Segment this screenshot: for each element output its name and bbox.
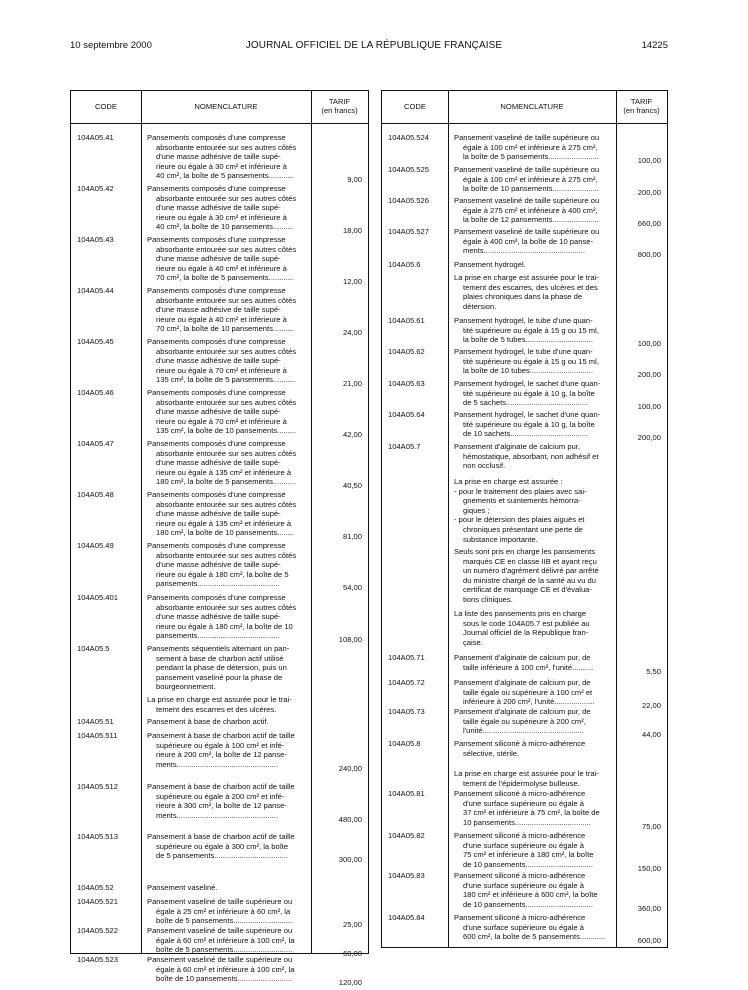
table-header: [382, 91, 667, 124]
nomenclature-line: du ministre chargé de la santé au vu du: [463, 575, 596, 585]
nomenclature-line: Pansement siliconé à micro-adhérence: [454, 913, 586, 922]
nomenclature-line: Pansements composés d'une compresse: [147, 541, 286, 550]
row-tarif: 25,00: [342, 920, 362, 930]
nomenclature-line: l'unité................................................: [463, 726, 584, 736]
header-tarif: TARIF: [630, 97, 653, 106]
row-nomenclature: [454, 477, 612, 544]
nomenclature-line: gnements et suintements hémorra-: [463, 496, 581, 506]
row-nomenclature: [147, 644, 309, 692]
nomenclature-line: Pansement vaseliné.: [147, 883, 218, 892]
row-code: 104A05.401: [77, 593, 118, 602]
nomenclature-line: Pansement siliconé à micro-adhérence: [454, 789, 586, 798]
row-nomenclature: [147, 883, 309, 893]
row-nomenclature: [454, 165, 612, 194]
nomenclature-line: rieure ou égale à 70 cm² et inférieure à: [156, 416, 287, 426]
nomenclature-line: 40 cm², la boîte de 5 pansements............: [156, 171, 295, 181]
row-tarif: 240,00: [338, 763, 362, 773]
row-nomenclature: [454, 410, 612, 439]
nomenclature-line: d'une masse adhésive de taille supé-: [156, 254, 281, 264]
row-nomenclature: [147, 717, 309, 727]
nomenclature-line: Pansement siliconé à micro-adhérence: [454, 871, 586, 880]
nomenclature-line: marqués CE en classe IIB et ayant reçu: [463, 556, 597, 566]
row-nomenclature: [147, 439, 309, 487]
nomenclature-line: Journal officiel de la République fran-: [463, 628, 589, 638]
nomenclature-line: 135 cm², la boîte de 5 pansements...........: [156, 375, 297, 385]
nomenclature-line: Seuls sont pris en charge les pansements: [454, 547, 595, 556]
row-nomenclature: [454, 871, 612, 909]
nomenclature-line: absorbante entourée sur ses autres côtés: [156, 448, 297, 458]
nomenclature-line: absorbante entourée sur ses autres côtés: [156, 346, 297, 356]
nomenclature-line: sous le code 104A05.7 est publiée au: [463, 618, 590, 628]
row-code: 104A05.511: [77, 731, 118, 740]
nomenclature-line: Pansement vaseliné de taille supérieure ou: [147, 897, 293, 906]
nomenclature-line: Pansement hydrogel, le tube d'une quan-: [454, 347, 593, 356]
nomenclature-line: sélective, stérile.: [463, 748, 520, 758]
nomenclature-line: absorbante entourée sur ses autres côtés: [156, 397, 297, 407]
nomenclature-line: non occlusif.: [463, 461, 506, 471]
nomenclature-line: supérieure ou égale à 200 cm² et infé-: [156, 791, 285, 801]
row-nomenclature: [454, 707, 612, 736]
row-code: 104A05.72: [388, 678, 425, 687]
nomenclature-line: sement à base de charbon actif utilisé: [156, 653, 284, 663]
nomenclature-line: 135 cm², la boîte de 10 pansements.........: [156, 426, 297, 436]
nomenclature-line: rieure ou égale à 180 cm², la boîte de 10: [156, 621, 293, 631]
row-code: 104A05.73: [388, 707, 425, 716]
nomenclature-line: ments................................................: [156, 759, 278, 769]
nomenclature-line: d'une masse adhésive de taille supé-: [156, 560, 281, 570]
nomenclature-line: taille égale ou supérieure à 200 cm²,: [463, 716, 586, 726]
row-tarif: 24,00: [342, 328, 362, 338]
row-tarif: 100,00: [637, 339, 661, 349]
row-nomenclature: [454, 379, 612, 408]
nomenclature-line: Pansement hydrogel, le sachet d'une quan-: [454, 410, 601, 419]
row-tarif: 660,00: [637, 219, 661, 229]
nomenclature-line: boîte de 10 pansements..........................: [156, 974, 293, 984]
row-tarif: 200,00: [637, 433, 661, 443]
nomenclature-line: substance importante.: [463, 534, 538, 544]
nomenclature-line: 10 pansements....................................: [463, 817, 591, 827]
row-code: 104A05.526: [388, 196, 429, 205]
row-code: 104A05.49: [77, 541, 114, 550]
header-nomenclature: NOMENCLATURE: [500, 102, 564, 111]
nomenclature-line: rieure à 300 cm², la boîte de 12 panse-: [156, 801, 287, 811]
nomenclature-line: d'une masse adhésive de taille supé-: [156, 458, 281, 468]
nomenclature-line: absorbante entourée sur ses autres côtés: [156, 193, 297, 203]
row-nomenclature: [454, 273, 612, 311]
row-nomenclature: [147, 133, 309, 181]
nomenclature-line: égale à 100 cm² et inférieure à 275 cm²,: [463, 142, 598, 152]
nomenclature-line: 70 cm², la boîte de 10 pansements..........: [156, 324, 295, 334]
row-tarif: 42,00: [342, 430, 362, 440]
nomenclature-line: Pansement d'alginate de calcium pur,: [454, 442, 580, 451]
nomenclature-line: bourgeonnement.: [156, 682, 216, 692]
row-tarif: 81,00: [342, 532, 362, 542]
nomenclature-line: d'une masse adhésive de taille supé-: [156, 305, 281, 315]
nomenclature-line: Pansement d'alginate de calcium pur, de: [454, 653, 591, 662]
row-code: 104A05.521: [77, 897, 118, 906]
nomenclature-line: Pansement vaseliné de taille supérieure ou: [454, 227, 600, 236]
nomenclature-line: rieure ou égale à 180 cm², la boîte de 5: [156, 569, 289, 579]
nomenclature-line: pansements.......................................: [156, 579, 280, 589]
row-code: 104A05.512: [77, 782, 118, 791]
row-tarif: 5,50: [646, 666, 661, 676]
nomenclature-line: rieure ou égale à 135 cm² et inférieure à: [156, 467, 292, 477]
header-date: 10 septembre 2000: [70, 40, 152, 51]
row-code: 104A05.522: [77, 926, 118, 935]
nomenclature-line: la boîte de 10 tubes..............................: [463, 366, 594, 376]
nomenclature-line: Pansement siliconé à micro-adhérence: [454, 739, 586, 748]
nomenclature-line: certificat de marquage CE et d'évalua-: [463, 585, 592, 595]
nomenclature-line: égale à 60 cm² et inférieure à 100 cm², la: [156, 964, 295, 974]
row-code: 104A05.46: [77, 388, 114, 397]
nomenclature-line: Pansements composés d'une compresse: [147, 184, 286, 193]
row-nomenclature: [454, 442, 612, 471]
row-code: 104A05.527: [388, 227, 429, 236]
row-nomenclature: [454, 316, 612, 345]
header-nomenclature: NOMENCLATURE: [194, 102, 258, 111]
row-nomenclature: [147, 593, 309, 641]
nomenclature-line: tité supérieure ou égale à 15 g ou 15 ml,: [463, 325, 599, 335]
row-code: 104A05.524: [388, 133, 429, 142]
nomenclature-line: rieure ou égale à 30 cm² et inférieure à: [156, 161, 287, 171]
row-nomenclature: [147, 695, 309, 714]
nomenclature-line: Pansement d'alginate de calcium pur, de: [454, 678, 591, 687]
nomenclature-line: la boîte de 12 pansements......................: [463, 215, 599, 225]
nomenclature-line: absorbante entourée sur ses autres côtés: [156, 244, 297, 254]
header-code: CODE: [404, 102, 426, 111]
nomenclature-line: tement des escarres et des ulcères.: [156, 704, 277, 714]
nomenclature-line: Pansement vaseliné de taille supérieure ou: [454, 133, 600, 142]
row-code: 104A05.64: [388, 410, 425, 419]
nomenclature-line: La prise en charge est assurée pour le trai-: [454, 273, 599, 282]
nomenclature-line: rieure ou égale à 40 cm² et inférieure à: [156, 263, 287, 273]
row-tarif: 480,00: [338, 814, 362, 824]
nomenclature-line: tité supérieure ou égale à 10 g, la boîte: [463, 419, 595, 429]
nomenclature-line: Pansement hydrogel.: [454, 260, 526, 269]
nomenclature-line: pansement vaseliné pour la phase de: [156, 672, 283, 682]
row-nomenclature: [147, 782, 309, 820]
row-nomenclature: [454, 678, 612, 707]
header-tarif: TARIF: [328, 97, 351, 106]
row-code: 104A05.82: [388, 831, 425, 840]
nomenclature-line: absorbante entourée sur ses autres côtés: [156, 295, 297, 305]
nomenclature-line: de 5 pansements...................................: [156, 851, 289, 861]
row-nomenclature: [147, 388, 309, 436]
row-code: 104A05.525: [388, 165, 429, 174]
nomenclature-line: d'une masse adhésive de taille supé-: [156, 356, 281, 366]
row-code: 104A05.7: [388, 442, 421, 451]
nomenclature-line: tions cliniques.: [463, 594, 513, 604]
row-nomenclature: [147, 286, 309, 334]
nomenclature-line: ments................................................: [156, 810, 278, 820]
column-divider: [448, 91, 449, 947]
row-nomenclature: [454, 769, 612, 788]
nomenclature-line: 600 cm², la boîte de 5 pansements............: [463, 932, 606, 942]
row-code: 104A05.47: [77, 439, 114, 448]
nomenclature-line: rieure à 200 cm², la boîte de 12 panse-: [156, 750, 287, 760]
row-nomenclature: [147, 926, 309, 955]
nomenclature-line: Pansement à base de charbon actif de taille: [147, 832, 295, 841]
nomenclature-line: La liste des pansements pris en charge: [454, 609, 587, 618]
nomenclature-line: çaise.: [463, 637, 483, 647]
nomenclature-line: de 10 sachets.....................................: [463, 429, 589, 439]
nomenclature-line: giques ;: [463, 505, 490, 515]
column-divider: [141, 91, 142, 953]
row-code: 104A05.43: [77, 235, 114, 244]
nomenclature-line: Pansement à base de charbon actif.: [147, 717, 269, 726]
nomenclature-line: d'une masse adhésive de taille supé-: [156, 152, 281, 162]
nomenclature-line: pendant la phase de détersion, puis un: [156, 663, 287, 673]
nomenclature-line: d'une masse adhésive de taille supé-: [156, 509, 281, 519]
nomenclature-line: d'une masse adhésive de taille supé-: [156, 612, 281, 622]
nomenclature-line: rieure ou égale à 30 cm² et inférieure à: [156, 212, 287, 222]
header-title: JOURNAL OFFICIEL DE LA RÉPUBLIQUE FRANÇAISE: [245, 40, 503, 51]
row-tarif: 18,00: [342, 226, 362, 236]
nomenclature-line: tité supérieure ou égale à 10 g, la boîte: [463, 388, 595, 398]
row-code: 104A05.8: [388, 739, 421, 748]
nomenclature-line: absorbante entourée sur ses autres côtés: [156, 550, 297, 560]
nomenclature-line: La prise en charge est assurée pour le trai-: [454, 769, 599, 778]
nomenclature-line: d'une surface supérieure ou égale à: [463, 880, 584, 890]
row-tarif: 12,00: [342, 277, 362, 287]
nomenclature-line: 180 cm², la boîte de 10 pansements........: [156, 528, 295, 538]
nomenclature-line: taille inférieure à 100 cm², l'unité..........: [463, 662, 594, 672]
row-code: 104A05.44: [77, 286, 114, 295]
nomenclature-line: Pansement à base de charbon actif de taille: [147, 731, 295, 740]
row-nomenclature: [147, 832, 309, 861]
row-code: 104A05.81: [388, 789, 425, 798]
nomenclature-line: Pansements composés d'une compresse: [147, 593, 286, 602]
nomenclature-line: la boîte de 10 pansements......................: [463, 184, 599, 194]
row-nomenclature: [454, 913, 612, 942]
nomenclature-line: Pansement hydrogel, le sachet d'une quan-: [454, 379, 601, 388]
row-tarif: 75,00: [641, 821, 661, 831]
nomenclature-line: rieure ou égale à 135 cm² et inférieure à: [156, 518, 292, 528]
nomenclature-line: la boîte de 5 pansements........................: [463, 152, 599, 162]
nomenclature-line: pansements.......................................: [156, 631, 280, 641]
right-table: [381, 90, 668, 948]
nomenclature-line: Pansements composés d'une compresse: [147, 235, 286, 244]
nomenclature-line: Pansement d'alginate de calcium pur, de: [454, 707, 591, 716]
row-nomenclature: [147, 897, 309, 926]
left-table: [70, 90, 369, 988]
row-code: 104A05.84: [388, 913, 425, 922]
nomenclature-line: absorbante entourée sur ses autres côtés: [156, 499, 297, 509]
row-nomenclature: [454, 609, 612, 647]
row-nomenclature: [454, 831, 612, 869]
nomenclature-line: Pansements composés d'une compresse: [147, 439, 286, 448]
row-tarif: 360,00: [637, 903, 661, 913]
nomenclature-line: égale à 400 cm², la boîte de 10 panse-: [463, 236, 594, 246]
nomenclature-line: plaies chroniques dans la phase de: [463, 292, 583, 302]
nomenclature-line: Pansement à base de charbon actif de taille: [147, 782, 295, 791]
nomenclature-line: inférieure à 200 cm², l'unité...................: [463, 697, 595, 707]
row-nomenclature: [454, 739, 612, 758]
nomenclature-line: Pansements composés d'une compresse: [147, 286, 286, 295]
row-code: 104A05.42: [77, 184, 114, 193]
row-tarif: 800,00: [637, 250, 661, 260]
nomenclature-line: égale à 100 cm² et inférieure à 275 cm²,: [463, 174, 598, 184]
nomenclature-line: de 5 sachets.......................................: [463, 398, 589, 408]
nomenclature-line: Pansements composés d'une compresse: [147, 490, 286, 499]
row-nomenclature: [454, 133, 612, 162]
nomenclature-line: Pansement vaseliné de taille supérieure ou: [454, 165, 600, 174]
nomenclature-line: Pansement vaseliné de taille supérieure ou: [454, 196, 600, 205]
row-tarif: 22,00: [641, 701, 661, 711]
row-nomenclature: [147, 490, 309, 538]
page-header: [0, 40, 748, 54]
row-tarif: 40,50: [342, 481, 362, 491]
row-tarif: 9,00: [347, 175, 362, 185]
row-nomenclature: [147, 541, 309, 589]
nomenclature-line: d'une masse adhésive de taille supé-: [156, 203, 281, 213]
nomenclature-line: supérieure ou égale à 100 cm² et infé-: [156, 740, 285, 750]
nomenclature-line: un numéro d'agrément délivré par arrêté: [463, 566, 599, 576]
nomenclature-line: d'une surface supérieure ou égale à: [463, 798, 584, 808]
row-tarif: 200,00: [637, 370, 661, 380]
row-nomenclature: [454, 547, 612, 605]
row-tarif: 600,00: [637, 936, 661, 946]
nomenclature-line: taille égale ou supérieure à 100 cm² et: [463, 687, 593, 697]
row-code: 104A05.63: [388, 379, 425, 388]
header-tarif-unit: (en francs): [321, 106, 358, 115]
row-nomenclature: [454, 227, 612, 256]
row-code: 104A05.51: [77, 717, 114, 726]
row-code: 104A05.513: [77, 832, 118, 841]
nomenclature-line: tement de l'épidermolyse bulleuse.: [463, 778, 580, 788]
nomenclature-line: tité supérieure ou égale à 15 g ou 15 ml,: [463, 356, 599, 366]
nomenclature-line: rieure ou égale à 70 cm² et inférieure à: [156, 365, 287, 375]
nomenclature-line: Pansement vaseliné de taille supérieure ou: [147, 955, 293, 964]
row-nomenclature: [147, 955, 309, 984]
nomenclature-line: Pansement hydrogel, le tube d'une quan-: [454, 316, 593, 325]
row-tarif: 108,00: [338, 635, 362, 645]
row-nomenclature: [147, 235, 309, 283]
nomenclature-line: Pansements composés d'une compresse: [147, 337, 286, 346]
row-nomenclature: [147, 731, 309, 769]
row-tarif: 44,00: [641, 730, 661, 740]
row-tarif: 54,00: [342, 583, 362, 593]
row-tarif: 150,00: [637, 863, 661, 873]
nomenclature-line: tement des escarres, des ulcères et des: [463, 282, 598, 292]
row-tarif: 21,00: [342, 379, 362, 389]
nomenclature-line: 180 cm², la boîte de 5 pansements...........: [156, 477, 297, 487]
row-nomenclature: [454, 196, 612, 225]
column-divider: [616, 91, 617, 947]
nomenclature-line: Pansements composés d'une compresse: [147, 133, 286, 142]
nomenclature-line: Pansement siliconé à micro-adhérence: [454, 831, 586, 840]
nomenclature-line: La prise en charge est assurée :: [454, 477, 563, 486]
header-page-number: 14225: [641, 40, 668, 51]
nomenclature-line: boîte de 5 pansements............................: [156, 945, 293, 955]
header-tarif-unit: (en francs): [623, 106, 660, 115]
nomenclature-line: 40 cm², la boîte de 10 pansements..........: [156, 222, 295, 232]
row-code: 104A05.6: [388, 260, 421, 269]
nomenclature-line: Pansements composés d'une compresse: [147, 388, 286, 397]
row-code: 104A05.523: [77, 955, 118, 964]
row-nomenclature: [147, 337, 309, 385]
row-code: 104A05.62: [388, 347, 425, 356]
row-nomenclature: [454, 653, 612, 672]
row-code: 104A05.83: [388, 871, 425, 880]
nomenclature-line: supérieure ou égale à 300 cm², la boîte: [156, 841, 289, 851]
nomenclature-line: Pansement vaseliné de taille supérieure ou: [147, 926, 293, 935]
nomenclature-line: détersion.: [463, 301, 497, 311]
nomenclature-line: ments................................................: [463, 246, 585, 256]
nomenclature-line: chroniques présentant une perte de: [463, 524, 583, 534]
nomenclature-line: de 10 pansements................................: [463, 859, 593, 869]
row-nomenclature: [454, 789, 612, 827]
row-tarif: 60,00: [342, 949, 362, 959]
row-nomenclature: [454, 260, 612, 270]
row-code: 104A05.45: [77, 337, 114, 346]
row-tarif: 100,00: [637, 402, 661, 412]
nomenclature-line: absorbante entourée sur ses autres côtés: [156, 602, 297, 612]
nomenclature-line: d'une surface supérieure ou égale à: [463, 840, 584, 850]
nomenclature-line: la boîte de 5 tubes................................: [463, 335, 593, 345]
nomenclature-line: rieure ou égale à 40 cm² et inférieure à: [156, 314, 287, 324]
row-code: 104A05.61: [388, 316, 425, 325]
nomenclature-line: de 10 pansements................................: [463, 899, 593, 909]
nomenclature-line: - pour le détersion des plaies aiguës et: [454, 515, 585, 525]
row-code: 104A05.41: [77, 133, 114, 142]
table-header: [71, 91, 368, 124]
nomenclature-line: hémostatique, absorbant, non adhésif et: [463, 451, 599, 461]
nomenclature-line: boîte de 5 pansements............................: [156, 916, 293, 926]
row-code: 104A05.52: [77, 883, 114, 892]
nomenclature-line: - pour le traitement des plaies avec sai-: [454, 486, 587, 496]
header-code: CODE: [95, 102, 117, 111]
nomenclature-line: Pansements séquentiels alternant un pan-: [147, 644, 290, 653]
nomenclature-line: 75 cm² et inférieure à 180 cm², la boîte: [463, 850, 594, 860]
row-tarif: 200,00: [637, 188, 661, 198]
nomenclature-line: 180 cm² et inférieure à 600 cm², la boîte: [463, 890, 598, 900]
nomenclature-line: La prise en charge est assurée pour le trai-: [147, 695, 292, 704]
row-code: 104A05.71: [388, 653, 425, 662]
nomenclature-line: d'une surface supérieure ou égale à: [463, 922, 584, 932]
nomenclature-line: 70 cm², la boîte de 5 pansements............: [156, 273, 295, 283]
nomenclature-line: égale à 275 cm² et inférieure à 400 cm²,: [463, 205, 598, 215]
column-divider: [311, 91, 312, 953]
row-tarif: 100,00: [637, 156, 661, 166]
nomenclature-line: absorbante entourée sur ses autres côtés: [156, 142, 297, 152]
nomenclature-line: égale à 60 cm² et inférieure à 100 cm², la: [156, 935, 295, 945]
nomenclature-line: 37 cm² et inférieure à 75 cm², la boîte de: [463, 808, 600, 818]
row-code: 104A05.5: [77, 644, 110, 653]
row-tarif: 120,00: [338, 978, 362, 988]
nomenclature-line: d'une masse adhésive de taille supé-: [156, 407, 281, 417]
nomenclature-line: égale à 25 cm² et inférieure à 60 cm², la: [156, 906, 291, 916]
row-nomenclature: [147, 184, 309, 232]
row-nomenclature: [454, 347, 612, 376]
row-tarif: 300,00: [338, 855, 362, 865]
row-code: 104A05.48: [77, 490, 114, 499]
